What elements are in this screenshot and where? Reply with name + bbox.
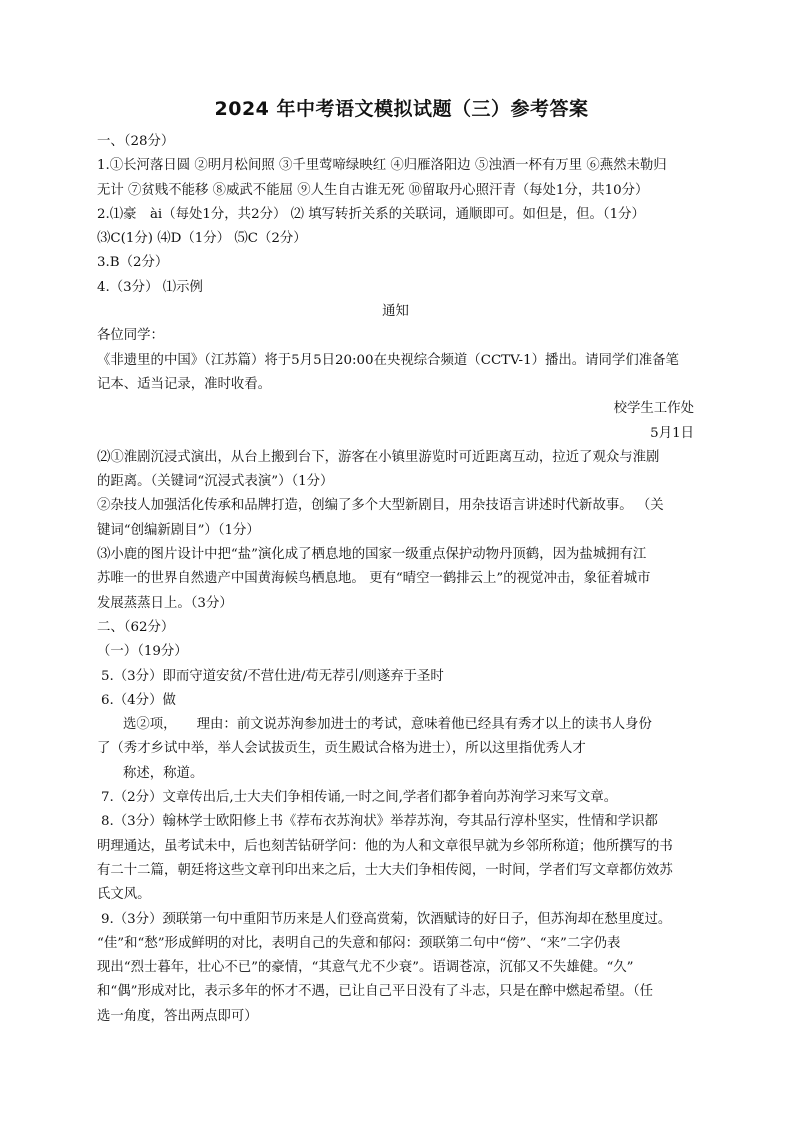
q7-line: 7.（2分）文章传出后,士大夫们争相传诵,一时之间,学者们都争着向苏洵学习来写文章。 (101, 790, 618, 806)
notice-signature: 校学生工作处 (613, 401, 694, 417)
q3-line: 3.B（2分） (97, 255, 169, 271)
q8-line-4: 氏文风。 (97, 887, 151, 903)
q8-line-1: 8.（3分）翰林学士欧阳修上书《荐布衣苏洵状》举荐苏洵，夸其品行淳朴坚实，性情和学识都 (101, 814, 658, 830)
q6-line-2: 选②项， 理由：前文说苏洵参加进士的考试，意味着他已经具有秀才以上的读书人身份 (123, 717, 652, 733)
q4-2-line-4: 键词“创编新剧目”）（1分） (97, 522, 260, 538)
q4-2-line-1: ⑵①淮剧沉浸式演出，从台上搬到台下，游客在小镇里游览时可近距离互动，拉近了观众与淮剧 (97, 449, 660, 465)
subsection-one-heading: （一）（19分） (97, 644, 188, 660)
q4-3-line-1: ⑶小鹿的图片设计中把“盐”演化成了栖息地的国家一级重点保护动物丹顶鹤，因为盐城拥有江 (97, 547, 647, 563)
notice-body-2: 记本、适当记录，准时收看。 (97, 376, 272, 392)
notice-body-1: 《非遗里的中国》（江苏篇）将于5月5日20:00在央视综合频道（CCTV-1）播出。请同学们准备笔 (97, 352, 679, 368)
q9-line-2: “佳”和“愁”形成鲜明的对比，表明自己的失意和郁闷：颈联第二句中“傍”、“来”二字仍表 (97, 935, 621, 951)
page-title: 2024 年中考语文模拟试题（三）参考答案 (214, 98, 589, 120)
q8-line-2: 明理通达，虽考试未中，后也刻苦钻研学问：他的为人和文章很早就为乡邻所称道；他所撰写的书 (97, 838, 673, 854)
q8-line-3: 有二十二篇，朝廷将这些文章刊印出来之后，士大夫们争相传阅，一时间，学者们写文章都仿效苏 (97, 862, 673, 878)
notice-date: 5月1日 (650, 425, 694, 441)
q4-3-line-2: 苏唯一的世界自然遗产中国黄海候鸟栖息地。 更有“晴空一鹤排云上”的视觉冲击，象征着城市 (97, 571, 651, 587)
q4-line: 4.（3分） ⑴示例 (97, 279, 203, 295)
q6-line-4: 称述，称道。 (123, 765, 204, 781)
q2-line-2: ⑶C(1分) ⑷D（1分） ⑸C（2分） (97, 231, 307, 247)
section-one-heading: 一、（28分） (97, 134, 175, 149)
q6-line-3: 了（秀才乡试中举，举人会试拔贡生，贡生殿试合格为进士），所以这里指优秀人才 (97, 741, 586, 757)
q2-line-1: 2.⑴豪 ài（每处1分，共2分） ⑵ 填写转折关系的关联词，通顺即可。如但是，但。（1分） (97, 206, 645, 222)
section-two-heading: 二、（62分） (97, 619, 175, 635)
q4-2-line-2: 的距离。（关键词“沉浸式表演”）（1分） (97, 474, 334, 490)
q6-line-1: 6.（4分）做 (101, 692, 176, 708)
notice-title: 通知 (382, 304, 409, 320)
notice-salutation: 各位同学： (97, 328, 164, 344)
q9-line-3: 现出“烈士暮年，壮心不已”的豪情，“其意气尤不少衰”。语调苍凉，沉郁又不失雄健。“久” (97, 960, 634, 976)
q4-3-line-3: 发展蒸蒸日上。（3分） (97, 595, 233, 611)
q9-line-5: 选一角度，答出两点即可） (97, 1008, 258, 1024)
q9-line-1: 9.（3分）颈联第一句中重阳节历来是人们登高赏菊，饮酒赋诗的好日子，但苏洵却在愁里度过。 (101, 911, 672, 927)
q5-line: 5.（3分）即而守道安贫/不营仕进/苟无荐引/则遂弃于圣时 (101, 668, 444, 684)
q1-line-2: 无计 ⑦贫贱不能移 ⑧威武不能屈 ⑨人生自古谁无死 ⑩留取丹心照汗青（每处1分，共10分） (97, 182, 649, 198)
q9-line-4: 和“偶”形成对比，表示多年的怀才不遇，已让自己平日没有了斗志，只是在醉中燃起希望。（任 (97, 984, 654, 1000)
q1-line-1: 1.①长河落日圆 ②明月松间照 ③千里莺啼绿映红 ④归雁洛阳边 ⑤浊酒一杯有万里 ⑥燕然未勒归 (97, 158, 667, 174)
q4-2-line-3: ②杂技人加强活化传承和品牌打造，创编了多个大型新剧目，用杂技语言讲述时代新故事。 （关 (97, 498, 664, 514)
